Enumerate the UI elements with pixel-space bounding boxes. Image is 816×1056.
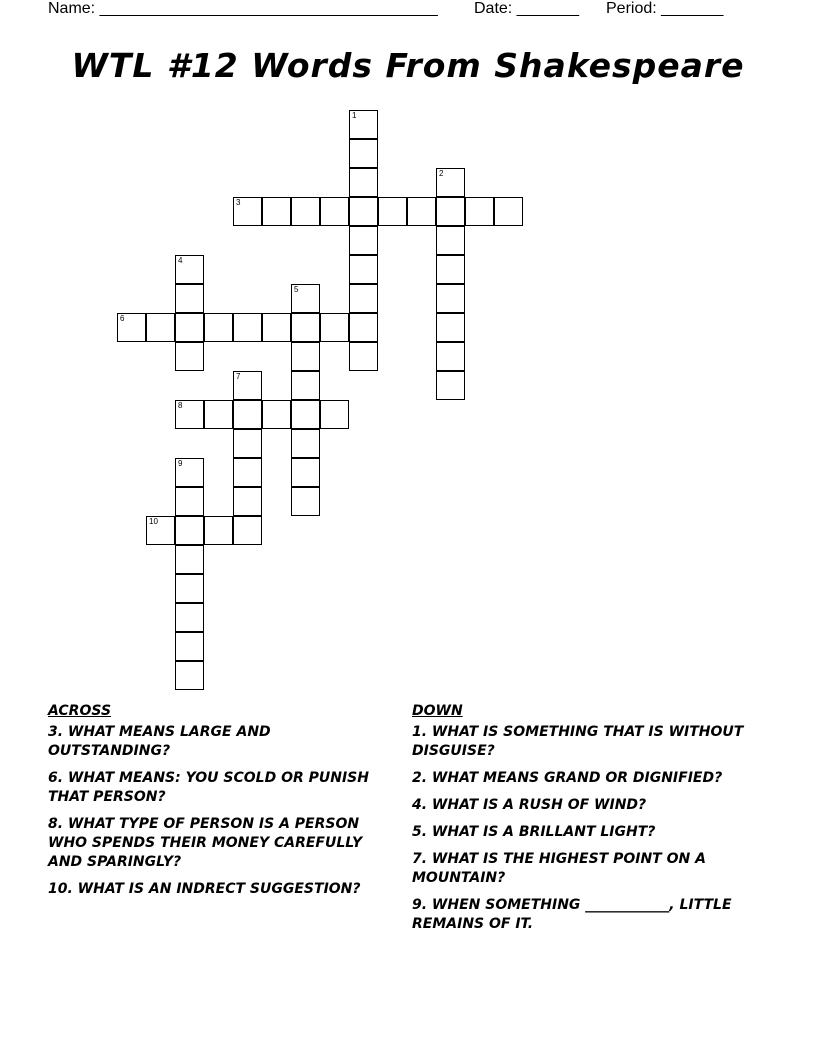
crossword-cell[interactable] (436, 313, 465, 342)
crossword-cell[interactable] (233, 400, 262, 429)
crossword-cell[interactable] (436, 284, 465, 313)
clue-across-8: 8. WHAT TYPE OF PERSON IS A PERSON WHO SPENDS THEIR MONEY CAREFULLY AND SPARINGLY? (48, 816, 363, 870)
crossword-cell[interactable] (175, 313, 204, 342)
crossword-cell[interactable] (175, 342, 204, 371)
crossword-cell[interactable] (291, 458, 320, 487)
crossword-cell[interactable] (349, 110, 378, 139)
crossword-cell[interactable] (291, 429, 320, 458)
crossword-cell[interactable] (436, 168, 465, 197)
clue-number: 4 (178, 256, 183, 265)
crossword-cell[interactable] (233, 371, 262, 400)
clue-down-1: 1. WHAT IS SOMETHING THAT IS WITHOUT DISGUISE? (412, 724, 744, 759)
clue-down-5: 5. WHAT IS A BRILLANT LIGHT? (412, 824, 656, 840)
crossword-cell[interactable] (349, 313, 378, 342)
crossword-cell[interactable] (233, 458, 262, 487)
clue-across-3: 3. WHAT MEANS LARGE AND OUTSTANDING? (48, 724, 271, 759)
across-heading: ACROSS (48, 703, 112, 719)
crossword-cell[interactable] (349, 342, 378, 371)
crossword-cell[interactable] (349, 197, 378, 226)
crossword-cell[interactable] (262, 400, 291, 429)
crossword-cell[interactable] (349, 226, 378, 255)
page-title: WTL #12 Words From Shakespeare (71, 46, 745, 85)
crossword-cell[interactable] (465, 197, 494, 226)
clue-number: 5 (294, 285, 299, 294)
crossword-cell[interactable] (436, 197, 465, 226)
crossword-cell[interactable] (233, 313, 262, 342)
clue-number: 7 (236, 372, 241, 381)
crossword-cell[interactable] (291, 284, 320, 313)
crossword-cell[interactable] (146, 516, 175, 545)
date-field[interactable]: Date: _______ (474, 0, 579, 17)
clue-number: 10 (149, 517, 158, 526)
crossword-cell[interactable] (291, 342, 320, 371)
crossword-cell[interactable] (175, 661, 204, 690)
period-field[interactable]: Period: _______ (606, 0, 724, 17)
clue-number: 1 (352, 111, 357, 120)
crossword-cell[interactable] (175, 487, 204, 516)
crossword-cell[interactable] (291, 371, 320, 400)
crossword-cell[interactable] (204, 400, 233, 429)
crossword-cell[interactable] (175, 458, 204, 487)
crossword-cell[interactable] (436, 342, 465, 371)
crossword-cell[interactable] (291, 400, 320, 429)
crossword-cell[interactable] (436, 371, 465, 400)
clue-across-10: 10. WHAT IS AN INDRECT SUGGESTION? (48, 881, 361, 897)
crossword-cell[interactable] (233, 487, 262, 516)
crossword-cell[interactable] (349, 255, 378, 284)
clue-across-6: 6. WHAT MEANS: YOU SCOLD OR PUNISH THAT PERSON? (48, 770, 369, 805)
clue-down-9: 9. WHEN SOMETHING ____________, LITTLE REMAINS OF IT. (412, 897, 732, 932)
crossword-cell[interactable] (204, 313, 233, 342)
crossword-cell[interactable] (204, 516, 233, 545)
crossword-cell[interactable] (175, 400, 204, 429)
crossword-cell[interactable] (320, 400, 349, 429)
crossword-cell[interactable] (175, 284, 204, 313)
crossword-cell[interactable] (262, 197, 291, 226)
crossword-cell[interactable] (349, 284, 378, 313)
crossword-cell[interactable] (291, 313, 320, 342)
crossword-cell[interactable] (436, 226, 465, 255)
down-heading: DOWN (412, 703, 463, 719)
crossword-cell[interactable] (349, 139, 378, 168)
clue-number: 6 (120, 314, 125, 323)
crossword-cell[interactable] (291, 197, 320, 226)
clue-number: 9 (178, 459, 183, 468)
clue-number: 8 (178, 401, 183, 410)
crossword-cell[interactable] (233, 516, 262, 545)
crossword-cell[interactable] (320, 197, 349, 226)
crossword-cell[interactable] (436, 255, 465, 284)
name-field[interactable]: Name: ______________________________________ (48, 0, 438, 17)
crossword-cell[interactable] (175, 632, 204, 661)
crossword-cell[interactable] (175, 603, 204, 632)
clue-down-2: 2. WHAT MEANS GRAND OR DIGNIFIED? (412, 770, 723, 786)
clue-down-4: 4. WHAT IS A RUSH OF WIND? (412, 797, 647, 813)
crossword-cell[interactable] (494, 197, 523, 226)
crossword-cell[interactable] (117, 313, 146, 342)
crossword-cell[interactable] (175, 516, 204, 545)
crossword-cell[interactable] (291, 487, 320, 516)
crossword-cell[interactable] (175, 545, 204, 574)
clue-number: 3 (236, 198, 241, 207)
crossword-cell[interactable] (146, 313, 175, 342)
crossword-cell[interactable] (407, 197, 436, 226)
crossword-cell[interactable] (349, 168, 378, 197)
clue-down-7: 7. WHAT IS THE HIGHEST POINT ON A MOUNTAIN? (412, 851, 706, 886)
down-clues (412, 702, 762, 942)
crossword-cell[interactable] (233, 429, 262, 458)
clue-number: 2 (439, 169, 444, 178)
crossword-cell[interactable] (175, 255, 204, 284)
across-clues (48, 702, 393, 907)
crossword-cell[interactable] (320, 313, 349, 342)
crossword-cell[interactable] (233, 197, 262, 226)
crossword-cell[interactable] (262, 313, 291, 342)
crossword-cell[interactable] (378, 197, 407, 226)
crossword-cell[interactable] (175, 574, 204, 603)
